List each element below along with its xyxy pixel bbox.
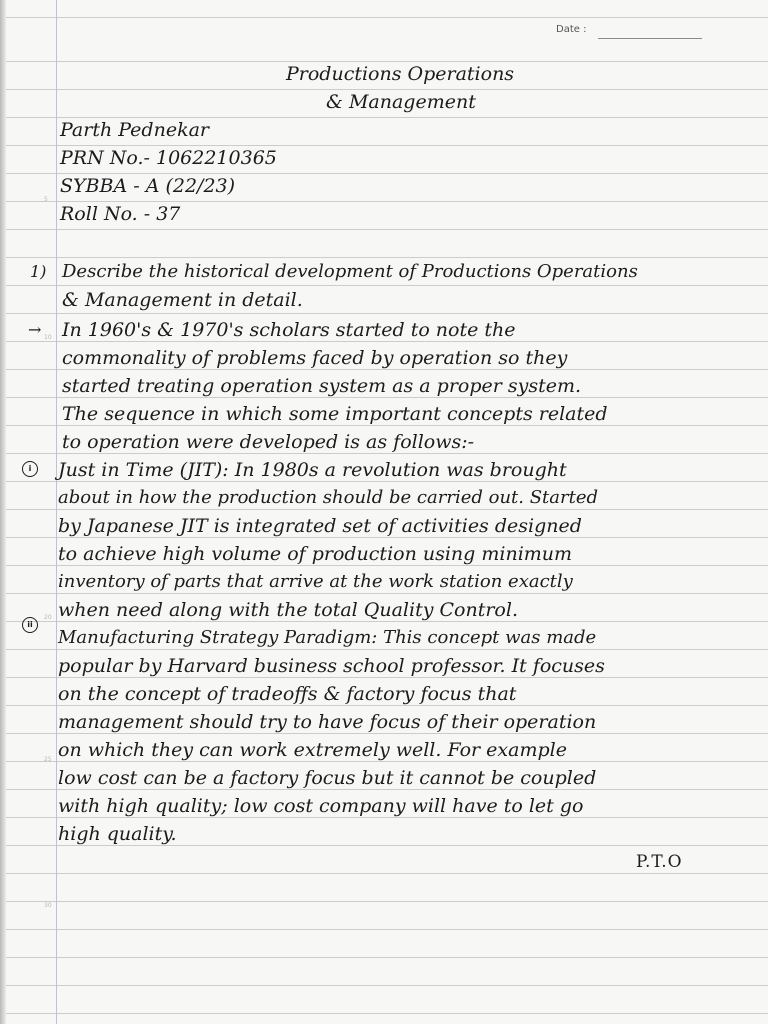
- point-1-line: to achieve high volume of production using minimum: [58, 543, 573, 565]
- point-1-line: Just in Time (JIT): In 1980s a revolution was brought: [58, 459, 567, 481]
- arrow-marker: →: [28, 320, 42, 339]
- date-label: Date :: [556, 24, 587, 35]
- answer-line: commonality of problems faced by operation so they: [62, 347, 568, 369]
- margin-number: 20: [44, 614, 52, 621]
- margin-number: 25: [44, 756, 52, 763]
- point-2-line: on which they can work extremely well. For example: [58, 739, 567, 761]
- point-2-line: management should try to have focus of their operation: [58, 711, 597, 733]
- pto-note: P.T.O: [636, 852, 683, 872]
- margin-number: 5: [44, 196, 48, 203]
- answer-line: to operation were developed is as follows:-: [62, 431, 475, 453]
- margin-number: 10: [44, 334, 52, 341]
- question-line: & Management in detail.: [62, 289, 303, 311]
- title-line-2: & Management: [326, 91, 476, 113]
- point-number-1: i: [22, 461, 38, 477]
- margin-number: 30: [44, 902, 52, 909]
- point-2-line: high quality.: [58, 823, 177, 845]
- student-prn: PRN No.- 1062210365: [60, 147, 277, 169]
- point-2-line: low cost can be a factory focus but it cannot be coupled: [58, 767, 597, 789]
- answer-line: In 1960's & 1970's scholars started to note the: [62, 319, 516, 341]
- student-name: Parth Pednekar: [60, 119, 209, 141]
- title-line-1: Productions Operations: [286, 63, 515, 85]
- point-1-line: when need along with the total Quality Control.: [58, 599, 518, 621]
- date-field-line: [598, 38, 702, 39]
- point-1-line: about in how the production should be carried out. Started: [58, 487, 599, 508]
- answer-line: The sequence in which some important concepts related: [62, 403, 608, 425]
- point-number-2: ii: [22, 617, 38, 633]
- margin-line: [56, 0, 57, 1024]
- student-roll: Roll No. - 37: [60, 203, 181, 225]
- point-1-line: by Japanese JIT is integrated set of activities designed: [58, 515, 582, 537]
- point-2-line: popular by Harvard business school professor. It focuses: [58, 655, 605, 677]
- student-class: SYBBA - A (22/23): [60, 175, 236, 197]
- answer-line: started treating operation system as a proper system.: [62, 375, 582, 397]
- question-number: 1): [30, 262, 47, 281]
- point-2-line: Manufacturing Strategy Paradigm: This concept was made: [58, 627, 597, 648]
- point-2-line: on the concept of tradeoffs & factory focus that: [58, 683, 517, 705]
- point-2-line: with high quality; low cost company will have to let go: [58, 795, 584, 817]
- page-edge: [0, 0, 6, 1024]
- point-1-line: inventory of parts that arrive at the work station exactly: [58, 571, 573, 592]
- question-line: Describe the historical development of Productions Operations: [62, 261, 638, 282]
